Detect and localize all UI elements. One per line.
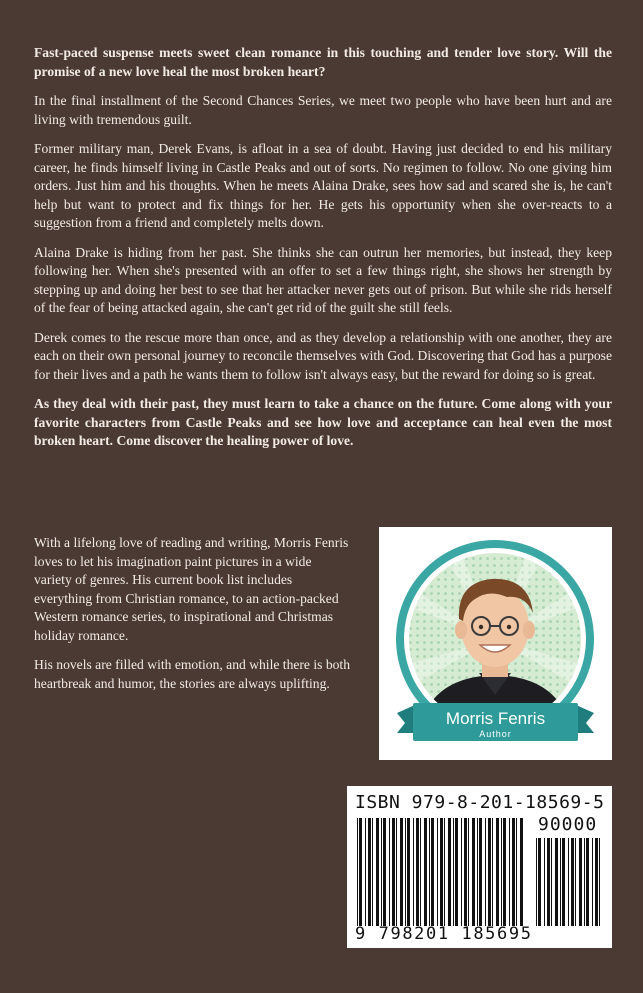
author-badge (379, 527, 612, 760)
back-cover-blurb (34, 44, 612, 462)
author-bio-paragraph-1: With a lifelong love of reading and writing, Morris Fenris loves to let his imagination paint pictures in a wide variety of genres. His current book list includes everything from Christian romance, to an action-packed Western romance series, to inspirational and Christmas holiday romance. (34, 535, 349, 643)
blurb-derek: Former military man, Derek Evans, is afloat in a sea of doubt. Having just decided to end his military career, he finds himself living in Castle Peaks and out of sorts. No regimen to follow. No one giving him orders. Just him and his thoughts. When he meets Alaina Drake, sees how sad and scared she is, he can't help but want to protect and fix things for her. He gets his opportunity when she over-reacts to a suggestion from a friend and completely melts down. (34, 141, 612, 230)
barcode-digits: 9 798201 185695 (355, 924, 533, 944)
blurb-closing: As they deal with their past, they must learn to take a chance on the future. Come along with your favorite characters from Castle Peaks and see how love and acceptance can heal even the most broken heart. Come discover the healing power of love. (34, 396, 612, 448)
author-bio (34, 534, 352, 704)
author-name: Morris Fenris (445, 709, 546, 728)
blurb-hook: Fast-paced suspense meets sweet clean romance in this touching and tender love story. Will the promise of a new love heal the most broken heart? (34, 45, 612, 79)
blurb-journey: Derek comes to the rescue more than once, and as they develop a relationship with one another, they are each on their own personal journey to reconcile themselves with God. Discovering that God has a purpose for their lives and a path he wants them to follow isn't always easy, but the reward for doing so is great. (34, 329, 612, 382)
isbn-barcode (347, 786, 612, 948)
author-portrait-illustration (379, 527, 612, 760)
price-addon-code: 90000 (538, 814, 598, 835)
isbn-label: ISBN 979-8-201-18569-5 (355, 792, 605, 813)
author-bio-paragraph-2: His novels are filled with emotion, and while there is both heartbreak and humor, the stories are always uplifting. (34, 657, 350, 691)
blurb-alaina: Alaina Drake is hiding from her past. She thinks she can outrun her memories, but instead, they keep following her. When she's presented with an offer to set a few things right, she shows her strength by stepping up and doing her best to see that her attacker never gets out of prison. But while she rids herself of the fear of being attacked again, she can't get rid of the guilt she still feels. (34, 244, 612, 315)
author-role: Author (479, 729, 512, 739)
blurb-intro: In the final installment of the Second Chances Series, we meet two people who have been hurt and are living with tremendous guilt. (34, 93, 612, 127)
